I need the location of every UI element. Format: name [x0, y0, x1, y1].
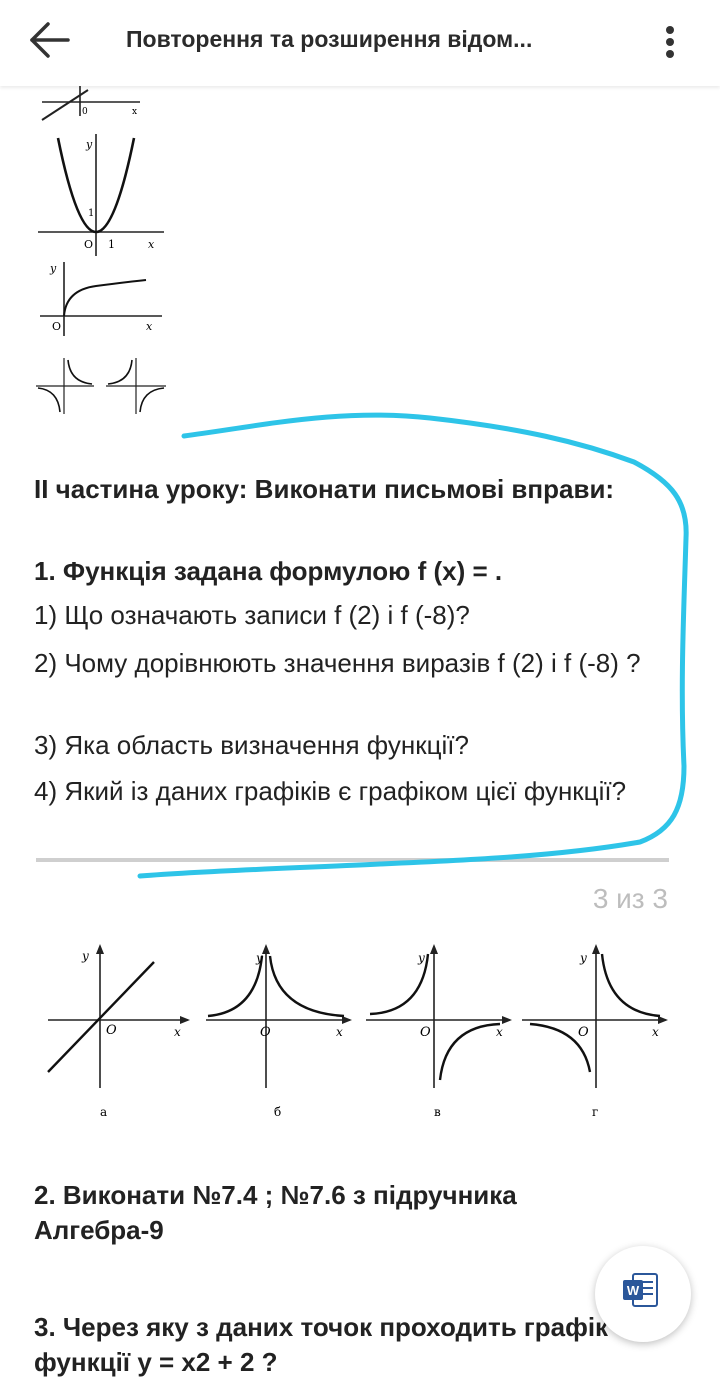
parabola-graph [36, 130, 166, 260]
svg-text:O: O [106, 1023, 117, 1038]
more-vert-icon [650, 18, 690, 66]
back-button[interactable] [22, 18, 76, 62]
svg-text:x: x [148, 238, 155, 251]
svg-text:O: O [84, 238, 94, 251]
word-letter: W [626, 1283, 640, 1298]
question-2: 2) Чому дорівнюють значення виразів f (2) і f (-8) ? [34, 648, 641, 678]
linear-graph-fragment [36, 86, 146, 126]
svg-text:y: y [418, 951, 425, 965]
task-2: 2. Виконати №7.4 ; №7.6 з підручника Алгебра-9 [34, 1180, 517, 1245]
question-3: 3) Яка область визначення функції? [34, 730, 469, 760]
svg-text:O: O [260, 1025, 271, 1040]
more-options-button[interactable] [650, 18, 690, 66]
graph-g-label: г [592, 1105, 599, 1119]
svg-text:x: x [652, 1025, 659, 1039]
hyperbola-pair-graph [36, 354, 168, 416]
open-in-word-button[interactable] [595, 1246, 691, 1342]
svg-text:x: x [132, 107, 138, 117]
svg-text:O: O [420, 1025, 431, 1040]
svg-text:x: x [146, 320, 153, 333]
page-divider [36, 858, 669, 862]
svg-text:O: O [578, 1025, 589, 1040]
question-1: 1) Що означають записи f (2) і f (-8)? [34, 600, 470, 630]
svg-text:y: y [86, 138, 93, 151]
document-title: Повторення та розширення відом... [126, 26, 533, 52]
svg-text:0: 0 [82, 107, 88, 117]
svg-text:x: x [174, 1025, 181, 1039]
task-3: 3. Через яку з даних точок проходить графік функції у = х2 + 2 ? [34, 1312, 609, 1377]
graph-b [204, 940, 354, 1130]
word-document-icon [595, 1246, 691, 1342]
svg-text:O: O [52, 320, 62, 333]
graph-v-label: в [434, 1105, 441, 1119]
graph-a-label: а [100, 1105, 108, 1119]
svg-text:y: y [50, 262, 57, 275]
svg-text:x: x [496, 1025, 503, 1039]
graph-a [44, 940, 194, 1130]
svg-text:y: y [256, 951, 263, 965]
document-content[interactable] [0, 86, 720, 1400]
app-bar [0, 0, 720, 86]
svg-text:1: 1 [88, 208, 95, 219]
sqrt-graph [36, 260, 166, 340]
task-1-title: 1. Функція задана формулою f (x) = . [34, 556, 503, 586]
svg-text:x: x [336, 1025, 343, 1039]
svg-text:y: y [82, 949, 89, 963]
question-4: 4) Який із даних графіків є графіком цієї функції? [34, 776, 627, 806]
graph-b-label: б [274, 1105, 282, 1119]
svg-text:y: y [580, 951, 587, 965]
page-counter: 3 из 3 [592, 883, 668, 914]
graph-g [520, 940, 670, 1130]
arrow-left-icon [22, 18, 76, 62]
svg-text:1: 1 [108, 238, 115, 251]
lesson-heading: ІІ частина уроку: Виконати письмові вправи: [34, 474, 615, 504]
graph-v [364, 940, 514, 1130]
